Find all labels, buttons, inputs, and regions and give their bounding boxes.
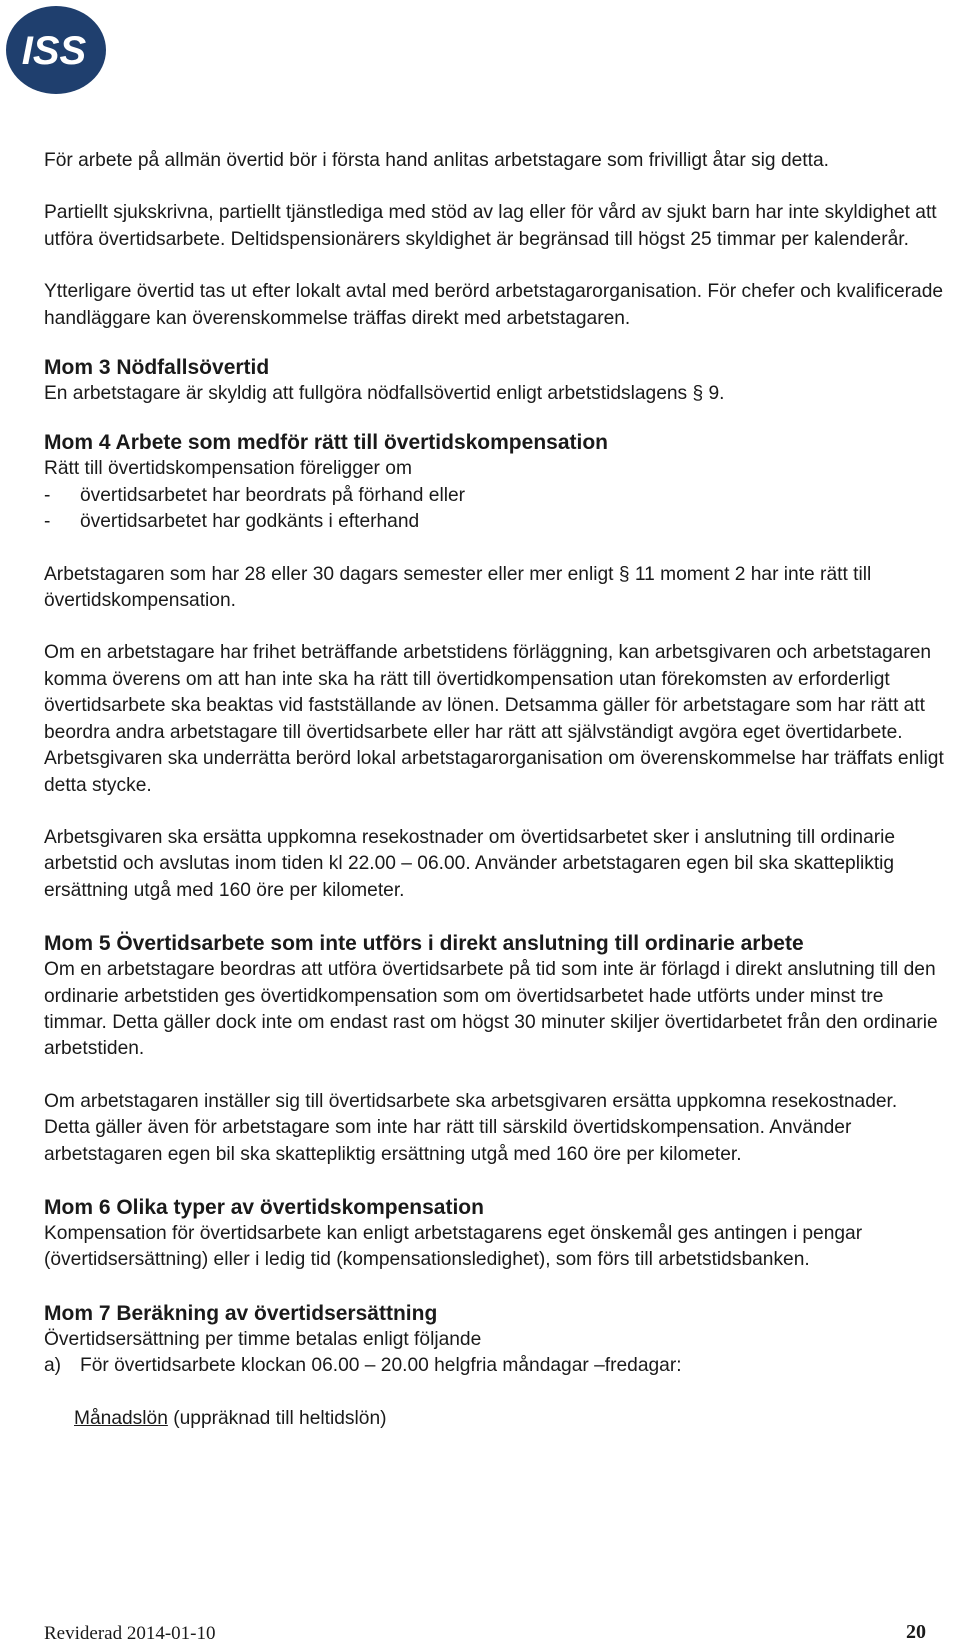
list-marker: - (44, 484, 51, 506)
paragraph: Övertidsersättning per timme betalas enligt följande (44, 1328, 482, 1350)
paragraph: Om arbetstagaren inställer sig till övertidsarbete ska arbetsgivaren ersätta uppkomna resekostnader. Detta gäller även för arbetstagare som inte har rätt till särskild övertidskompensation. Använder arbetstagaren egen bil ska skattepliktig ersättning utgå med 160 öre per kilometer. (44, 1090, 898, 1165)
section-heading-mom4: Mom 4 Arbete som medför rätt till övertidskompensation (44, 431, 608, 455)
paragraph: Om en arbetstagare har frihet beträffande arbetstidens förläggning, kan arbetsgivaren och arbetstagaren komma överens om att han inte ska ha rätt till övertidkompensation utan förekomsten av erforderligt övertidsarbete ska beaktas vid fastställande av lönen. Detsamma gäller för arbetstagare som har rätt att beordra andra arbetstagare till övertidsarbete eller har rätt att självständigt avgöra eget övertidarbete. Arbetsgivaren ska underrätta berörd lokal arbetstagarorganisation om överenskommelse har träffats enligt detta stycke. (44, 642, 944, 796)
paragraph: För arbete på allmän övertid bör i första hand anlitas arbetstagare som frivilligt åtar sig detta. (44, 150, 829, 171)
svg-text:ISS: ISS (21, 29, 87, 73)
page-number: 20 (906, 1621, 926, 1643)
section-heading-mom5: Mom 5 Övertidsarbete som inte utförs i direkt anslutning till ordinarie arbete (44, 932, 804, 956)
paragraph: Ytterligare övertid tas ut efter lokalt avtal med berörd arbetstagarorganisation. För chefer och kvalificerade handläggare kan överenskommelse träffas direkt med arbetstagaren. (44, 281, 944, 329)
paragraph: Om en arbetstagare beordras att utföra övertidsarbete på tid som inte är förlagd i direkt anslutning till den ordinarie arbetstiden ges övertidkompensation som om övertidsarbetet hade utförts under minst tre timmar. Detta gäller dock inte om endast rast om högst 30 minuter skiljer övertidarbetet från den ordinarie arbetstiden. (44, 959, 938, 1060)
section-heading-mom3: Mom 3 Nödfallsövertid (44, 356, 270, 380)
revision-date: Reviderad 2014-01-10 (44, 1623, 216, 1644)
list-marker: - (44, 511, 51, 533)
section-heading-mom7: Mom 7 Beräkning av övertidsersättning (44, 1301, 438, 1325)
paragraph: Arbetstagaren som har 28 eller 30 dagars semester eller mer enligt § 11 moment 2 har inte rätt till övertidskompensation. (44, 563, 872, 612)
document-body (44, 148, 944, 1432)
list-item-text: övertidsarbetet har godkänts i efterhand (80, 511, 420, 533)
paragraph: En arbetstagare är skyldig att fullgöra nödfallsövertid enligt arbetstidslagens § 9. (44, 383, 725, 405)
paragraph: Partiellt sjukskrivna, partiellt tjänstlediga med stöd av lag eller för vård av sjukt barn har inte skyldighet att utföra övertidsarbete. Deltidspensionärers skyldighet är begränsad till högst 25 timmar per kalenderår. (44, 202, 937, 250)
list-item-text: övertidsarbetet har beordrats på förhand eller (80, 484, 466, 506)
sub-item-text: (uppräknad till heltidslön) (167, 1407, 387, 1429)
paragraph: Rätt till övertidskompensation föreligger om (44, 458, 412, 480)
list-item (44, 509, 944, 535)
list-item (44, 1353, 944, 1379)
paragraph: Kompensation för övertidsarbete kan enligt arbetstagarens eget önskemål ges antingen i pengar (övertidsersättning) eller i ledig tid (kompensationsledighet), som förs till arbetstidsbanken. (44, 1222, 863, 1271)
sub-item (44, 1406, 944, 1432)
list-marker: a) (44, 1355, 62, 1377)
list-item-text: För övertidsarbete klockan 06.00 – 20.00 helgfria måndagar –fredagar: (80, 1355, 682, 1377)
iss-logo (4, 4, 108, 96)
paragraph: Arbetsgivaren ska ersätta uppkomna resekostnader om övertidsarbetet sker i anslutning till ordinarie arbetstid och avslutas inom tiden kl 22.00 – 06.00. Använder arbetstagaren egen bil ska skattepliktig ersättning utgå med 160 öre per kilometer. (44, 826, 896, 901)
section-heading-mom6: Mom 6 Olika typer av övertidskompensation (44, 1195, 484, 1219)
list-item (44, 483, 944, 509)
underlined-term: Månadslön (74, 1407, 168, 1429)
